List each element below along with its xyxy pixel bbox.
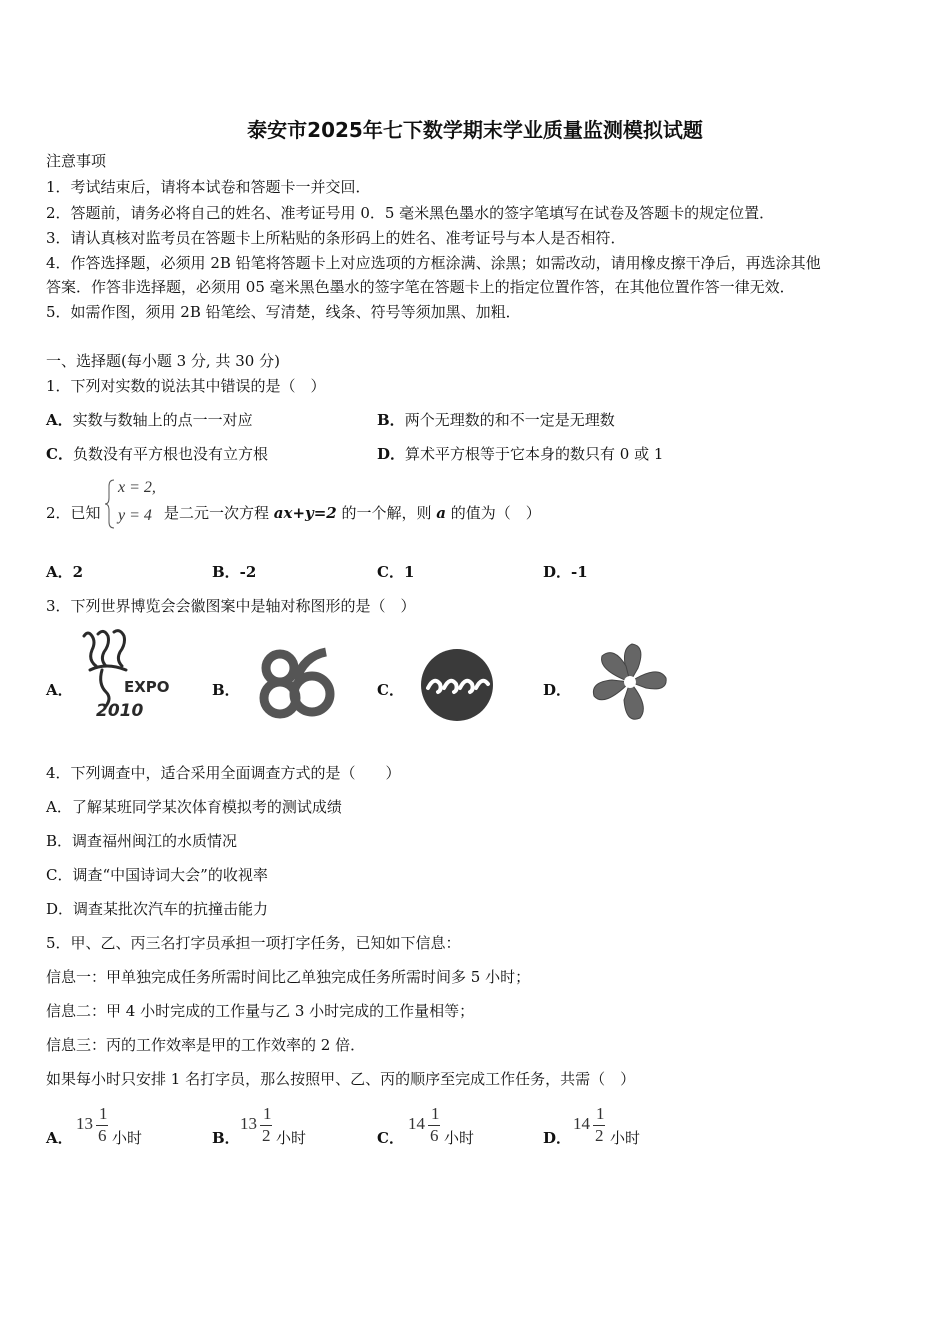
q3-option-c: C． (377, 681, 404, 699)
q2-option-c: C．1 (377, 563, 415, 581)
mixed-whole: 13 (240, 1114, 257, 1133)
q1-option-c (46, 444, 268, 464)
notice-item: 3．请认真核对监考员在答题卡上所粘贴的条形码上的姓名、准考证号与本人是否相符． (46, 229, 626, 247)
question-1-stem: 1．下列对实数的说法其中错误的是（ ） (46, 377, 326, 395)
notice-item: 2．答题前，请务必将自己的姓名、准考证号用 0．5 毫米黑色墨水的签字笔填写在试卷及答题卡的规定位置． (46, 204, 775, 222)
q5-info-3: 信息三：丙的工作效率是甲的工作效率的 2 倍． (46, 1036, 366, 1054)
q5-option-a-label: A． (46, 1129, 73, 1147)
q4-option-d: D．调查某批次汽车的抗撞击能力 (46, 900, 269, 918)
q5-info-2: 信息二：甲 4 小时完成的工作量与乙 3 小时完成的工作量相等； (46, 1002, 475, 1020)
q1-option-a (46, 410, 253, 430)
question-3-stem: 3．下列世界博览会会徽图案中是轴对称图形的是（ ） (46, 597, 416, 615)
q5-option-d-label: D． (543, 1129, 572, 1147)
system-eq-2: y = 4 (118, 507, 152, 524)
notice-item: 5．如需作图，须用 2B 铅笔绘、写清楚，线条、符号等须加黑、加粗． (46, 303, 521, 321)
mixed-numerator: 1 (99, 1104, 108, 1123)
mixed-denominator: 2 (595, 1126, 604, 1145)
q5-option-c-value (408, 1104, 448, 1150)
stem-text: 的值为（ ） (446, 504, 541, 522)
option-label: D． (377, 445, 406, 463)
q5-option-a-value (76, 1104, 116, 1150)
q5-option-b-value (240, 1104, 280, 1150)
q5-ask: 如果每小时只安排 1 名打字员，那么按照甲、乙、丙的顺序至完成工作任务，共需（ ） (46, 1070, 636, 1088)
mixed-whole: 13 (76, 1114, 93, 1133)
section-heading: 一、选择题(每小题 3 分, 共 30 分) (46, 352, 280, 370)
svg-text:EXPO: EXPO (124, 678, 170, 696)
option-text: 实数与数轴上的点一一对应 (72, 411, 253, 429)
q5-option-b-label: B． (212, 1129, 240, 1147)
mixed-denominator: 6 (98, 1126, 107, 1145)
mixed-denominator: 6 (430, 1126, 439, 1145)
option-label: B． (377, 411, 405, 429)
option-label: A． (46, 411, 73, 429)
q5-option-a-unit: 小时 (112, 1129, 143, 1147)
option-text: 两个无理数的和不一定是无理数 (404, 411, 615, 429)
stem-text: 的一个解，则 (336, 504, 437, 522)
wave-disc-logo-icon (420, 648, 494, 722)
expo-86-logo-icon (258, 646, 338, 722)
q1-option-d (377, 444, 663, 464)
q4-option-a: A．了解某班同学某次体育模拟考的测试成绩 (46, 798, 342, 816)
option-label: C． (46, 445, 73, 463)
notice-item: 答案．作答非选择题，必须用 05 毫米黑色墨水的签字笔在答题卡上的指定位置作答，在其他位置作答一律无效． (46, 278, 795, 296)
svg-text:2010: 2010 (96, 701, 144, 720)
notice-item: 1．考试结束后，请将本试卷和答题卡一并交回． (46, 178, 371, 196)
q3-option-a: A． (46, 681, 73, 699)
stem-text: 是二元一次方程 (164, 504, 274, 522)
q2-option-a: A．2 (46, 563, 84, 581)
expo-2010-logo-icon (76, 626, 176, 720)
flower-logo-icon (588, 640, 672, 726)
mixed-numerator: 1 (263, 1104, 272, 1123)
q5-option-d-unit: 小时 (610, 1129, 641, 1147)
question-2-prefix: 2．已知 (46, 504, 101, 522)
question-4-stem: 4．下列调查中，适合采用全面调查方式的是（ ） (46, 764, 401, 782)
option-text: 算术平方根等于它本身的数只有 0 或 1 (405, 445, 664, 463)
mixed-numerator: 1 (596, 1104, 605, 1123)
q4-option-c: C．调查“中国诗词大会”的收视率 (46, 866, 268, 884)
q5-option-d-value (573, 1104, 613, 1150)
option-text: 负数没有平方根也没有立方根 (72, 445, 268, 463)
q1-option-b (377, 410, 615, 430)
system-eq-1: x = 2, (118, 479, 156, 496)
variable: a (436, 504, 447, 522)
question-5-stem: 5．甲、乙、丙三名打字员承担一项打字任务，已知如下信息： (46, 934, 461, 952)
equation-expr: ax+y=2 (273, 504, 337, 522)
q2-option-b: B．-2 (212, 563, 257, 581)
mixed-whole: 14 (408, 1114, 425, 1133)
q5-info-1: 信息一：甲单独完成任务所需时间比乙单独完成任务所需时间多 5 小时； (46, 968, 531, 986)
notice-item: 4．作答选择题，必须用 2B 铅笔将答题卡上对应选项的方框涂满、涂黑；如需改动，请用橡皮擦干净后，再选涂其他 (46, 254, 821, 272)
q3-option-d: D． (543, 681, 572, 699)
question-2-stem (164, 503, 541, 523)
mixed-numerator: 1 (431, 1104, 440, 1123)
q5-option-b-unit: 小时 (276, 1129, 307, 1147)
mixed-denominator: 2 (262, 1126, 271, 1145)
q2-option-d: D．-1 (543, 563, 588, 581)
notice-heading: 注意事项 (46, 152, 107, 170)
brace-icon (104, 478, 116, 530)
mixed-whole: 14 (573, 1114, 590, 1133)
q5-option-c-unit: 小时 (444, 1129, 475, 1147)
q4-option-b: B．调查福州闽江的水质情况 (46, 832, 238, 850)
page-title: 泰安市2025年七下数学期末学业质量监测模拟试题 (247, 118, 703, 142)
q5-option-c-label: C． (377, 1129, 404, 1147)
q3-option-b: B． (212, 681, 240, 699)
